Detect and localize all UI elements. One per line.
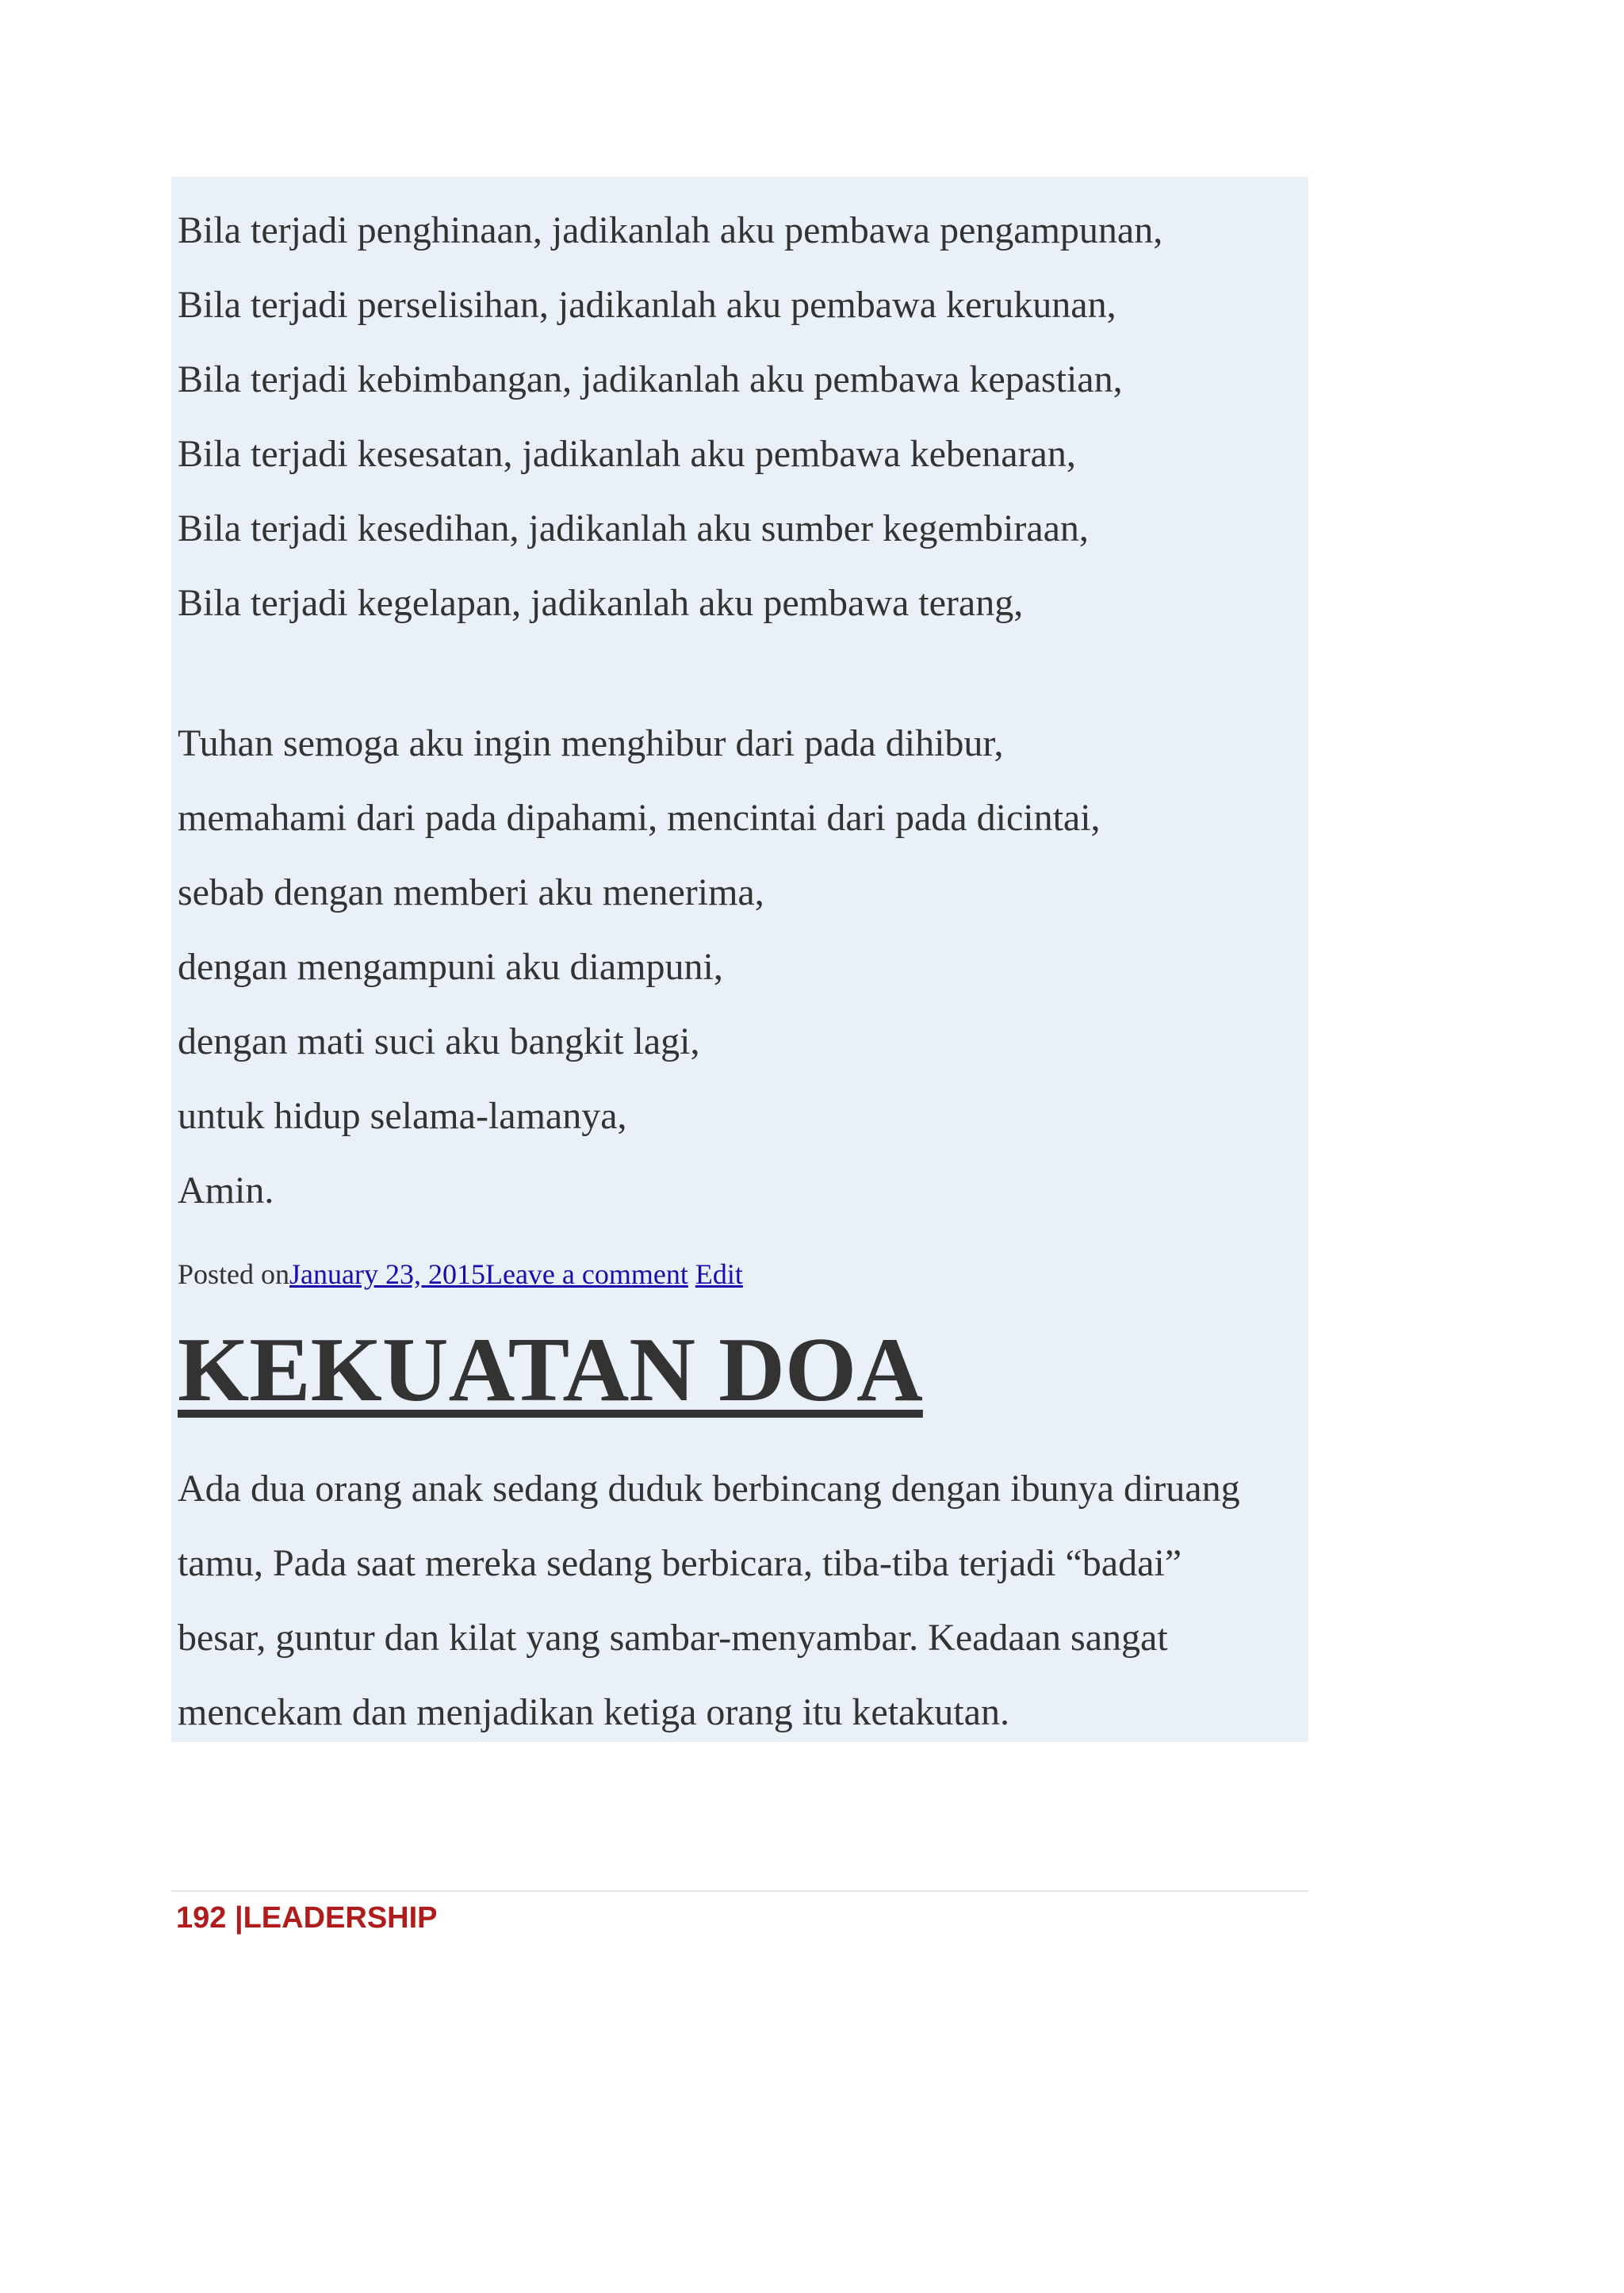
edit-link[interactable]: Edit [695, 1258, 743, 1290]
verse-line: memahami dari pada dipahami, mencintai dari pada dicintai, [178, 797, 1101, 839]
footer-divider [171, 1890, 1308, 1892]
paragraph-line: tamu, Pada saat mereka sedang berbicara, tiba-tiba terjadi “badai” [178, 1542, 1182, 1584]
verse-line: Bila terjadi kegelapan, jadikanlah aku pembawa terang, [178, 582, 1024, 624]
verse-line: Amin. [178, 1169, 274, 1212]
leave-comment-link[interactable]: Leave a comment [485, 1258, 688, 1290]
verse-line: Bila terjadi penghinaan, jadikanlah aku pembawa pengampunan, [178, 209, 1163, 251]
verse-line: Tuhan semoga aku ingin menghibur dari pada dihibur, [178, 722, 1004, 764]
post-meta [178, 1257, 743, 1292]
post-date-link[interactable]: January 23, 2015 [289, 1258, 485, 1290]
verse-line: Bila terjadi kebimbangan, jadikanlah aku pembawa kepastian, [178, 358, 1123, 400]
paragraph-line: besar, guntur dan kilat yang sambar-menyambar. Keadaan sangat [178, 1617, 1168, 1659]
verse-line: Bila terjadi kesedihan, jadikanlah aku sumber kegembiraan, [178, 507, 1089, 549]
page-footer: 192 |LEADERSHIP [176, 1901, 438, 1935]
verse-line: Bila terjadi perselisihan, jadikanlah aku pembawa kerukunan, [178, 284, 1116, 326]
verse-line: Bila terjadi kesesatan, jadikanlah aku pembawa kebenaran, [178, 433, 1076, 475]
posted-on-label: Posted on [178, 1258, 290, 1290]
paragraph-line: Ada dua orang anak sedang duduk berbincang dengan ibunya diruang [178, 1468, 1240, 1510]
verse-line: sebab dengan memberi aku menerima, [178, 871, 764, 913]
verse-line: dengan mengampuni aku diampuni, [178, 946, 723, 988]
verse-line: untuk hidup selama-lamanya, [178, 1095, 627, 1137]
article-title[interactable]: KEKUATAN DOA [178, 1319, 923, 1421]
verse-line: dengan mati suci aku bangkit lagi, [178, 1020, 700, 1062]
paragraph-line: mencekam dan menjadikan ketiga orang itu ketakutan. [178, 1691, 1009, 1733]
article-content-block [171, 177, 1308, 1742]
